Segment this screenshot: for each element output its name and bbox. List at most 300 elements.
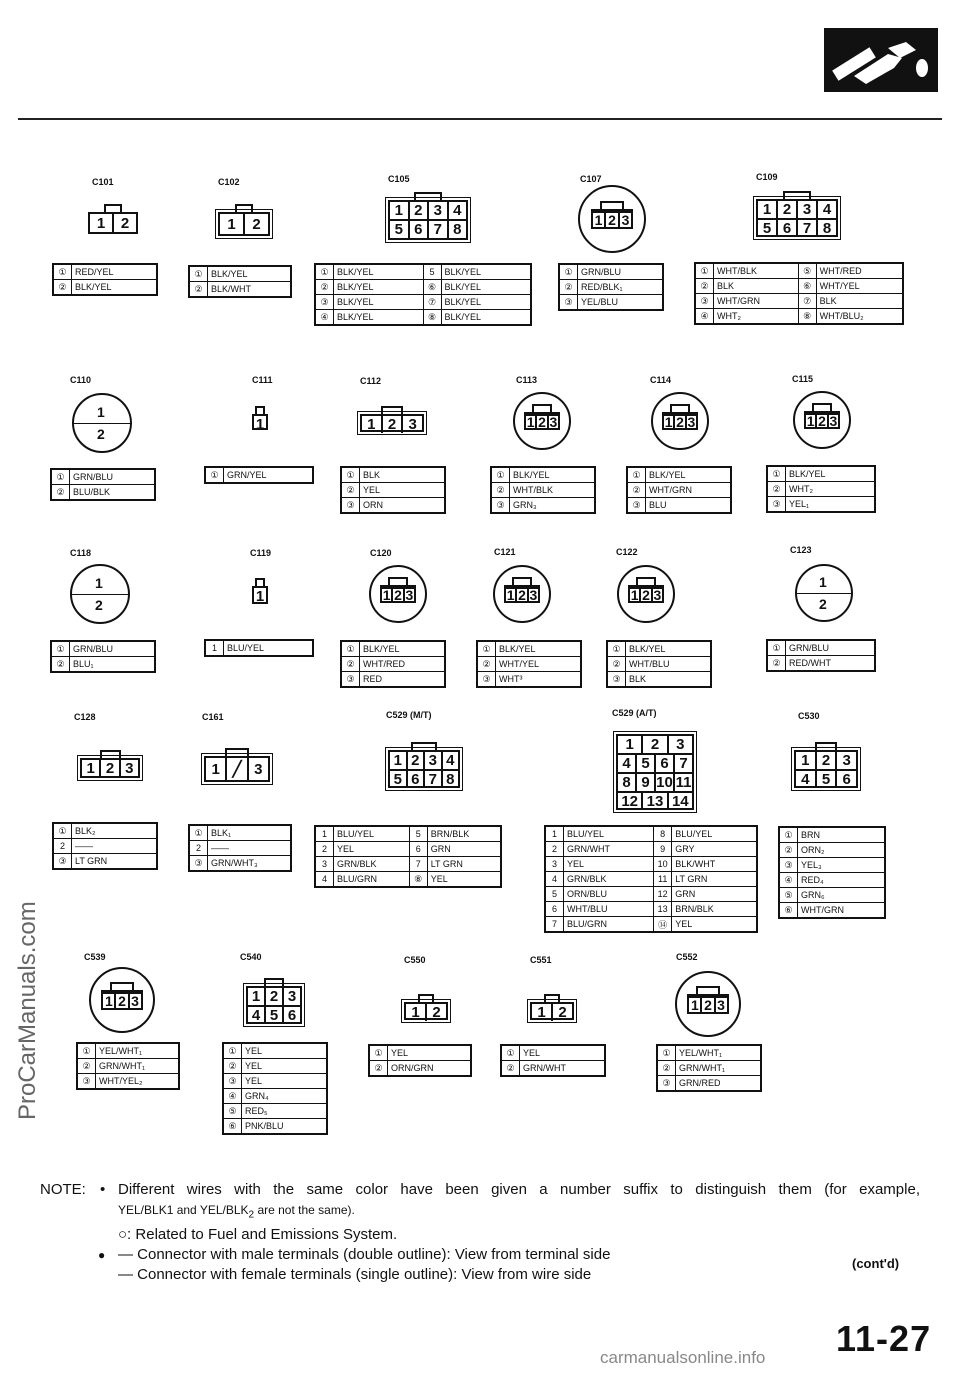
table-row [370, 1061, 471, 1076]
pin-number: ① [608, 642, 626, 657]
terminal: ╱ [225, 758, 246, 780]
connector-c110-wire-table [50, 468, 156, 501]
terminal: 6 [408, 219, 428, 238]
pin-number: ⑤ [798, 264, 816, 279]
terminal: 1 [255, 588, 265, 605]
pin-number: ③ [628, 498, 646, 513]
terminal: 7 [427, 219, 447, 238]
terminal: 3 [667, 736, 692, 753]
pin-number: 6 [546, 902, 564, 917]
pin-number: 5 [409, 827, 427, 842]
wire-color: GRN/BLK [564, 872, 654, 887]
wire-color: —— [72, 839, 157, 854]
wire-color: BLU/YEL [564, 827, 654, 842]
terminal: 2 [673, 414, 684, 427]
table-row [658, 1076, 761, 1091]
wire-color: BLU [646, 498, 731, 513]
terminal: 8 [447, 219, 467, 238]
terminal: 5 [758, 218, 776, 237]
wire-color: ORN [360, 498, 445, 513]
table-row [560, 280, 663, 295]
pin-number: 2 [316, 842, 334, 857]
terminal: 2 [551, 1004, 572, 1021]
terminal: 6 [776, 218, 796, 237]
pin-number: ② [768, 482, 786, 497]
table-row [316, 827, 501, 842]
connector-c112-wire-table [340, 466, 446, 514]
connector-c551-face [530, 1002, 574, 1020]
wire-color: BLK/YEL [334, 265, 424, 280]
pin-number: ③ [478, 672, 496, 687]
connector-c105-wire-table [314, 263, 532, 326]
pin-number: ① [316, 265, 334, 280]
wire-color: BLU/YEL [224, 641, 313, 656]
wire-color: BLK [714, 279, 799, 294]
terminal: 3 [128, 992, 141, 1008]
terminal: 1 [801, 752, 810, 769]
terminal: 2 [391, 587, 402, 600]
table-row [342, 657, 445, 672]
table-row [224, 1119, 327, 1134]
terminal: 1 [95, 574, 103, 591]
terminal: 3 [403, 587, 414, 600]
table-row [696, 264, 903, 279]
wire-color: YEL/WHT₁ [676, 1046, 761, 1061]
table-row [628, 498, 731, 513]
connector-c529-m-t-face [388, 750, 460, 788]
connector-c540-face [246, 986, 302, 1024]
pin-number: ① [696, 264, 714, 279]
wire-color: GRY [672, 842, 757, 857]
terminal: 4 [441, 752, 459, 769]
terminal: 1 [382, 587, 391, 603]
continued-label: (cont'd) [852, 1256, 900, 1271]
connector-c119-title: C119 [250, 548, 272, 558]
wire-color: BLK₁ [208, 826, 291, 841]
connector-c113-title: C113 [516, 375, 538, 385]
table-row [52, 470, 155, 485]
header-rule [18, 118, 942, 120]
table-row [780, 843, 885, 858]
pin-number: ③ [696, 294, 714, 309]
terminal: 3 [685, 414, 696, 427]
terminal: 5 [815, 769, 836, 788]
pin-number: ⑥ [224, 1119, 242, 1134]
terminal: 2 [112, 214, 136, 232]
connector-c111-title: C111 [252, 375, 273, 385]
terminal: 2 [97, 426, 105, 442]
table-row [780, 873, 885, 888]
pin-number: ① [78, 1044, 96, 1059]
terminal: 3 [282, 988, 300, 1005]
wire-color: —— [208, 841, 291, 856]
connector-c529-a-t-wire-table [544, 825, 758, 933]
wire-color: YEL [520, 1046, 605, 1061]
connector-c122-title: C122 [616, 547, 638, 557]
pin-number: ① [342, 468, 360, 483]
table-row [78, 1044, 179, 1059]
connector-c105-title: C105 [388, 174, 410, 184]
table-row [546, 827, 757, 842]
table-row [696, 294, 903, 309]
pin-number: ① [52, 470, 70, 485]
connector-c161-face [204, 756, 270, 782]
table-row [342, 498, 445, 513]
table-row [696, 309, 903, 324]
table-row [546, 917, 757, 932]
wire-color: WHT₂ [786, 482, 875, 497]
pin-number: ③ [608, 672, 626, 687]
wire-color: LT GRN [672, 872, 757, 887]
table-row [190, 267, 291, 282]
connector-c122-face [628, 585, 664, 602]
terminal: 6 [835, 769, 856, 788]
connector-c120-title: C120 [370, 548, 392, 558]
pin-number: ② [54, 280, 72, 295]
pin-number: 13 [654, 902, 672, 917]
terminal: 3 [427, 202, 447, 219]
wire-color: YEL/WHT₁ [96, 1044, 179, 1059]
table-row [224, 1089, 327, 1104]
pin-number: ② [190, 282, 208, 297]
terminal: 10 [654, 772, 673, 791]
wire-color: WHT/BLU [626, 657, 711, 672]
wire-color: BLK/YEL [360, 642, 445, 657]
wire-color: GRN/RED [676, 1076, 761, 1091]
terminal: 6 [282, 1005, 300, 1024]
pin-number: ③ [224, 1074, 242, 1089]
terminal: 1 [105, 993, 113, 1009]
pin-number: ③ [780, 858, 798, 873]
wire-color: YEL/BLU [578, 295, 663, 310]
wire-color: YEL [427, 872, 500, 887]
table-row [190, 826, 291, 841]
wire-color: GRN/WHT₃ [208, 856, 291, 871]
connector-c539-wire-table [76, 1042, 180, 1090]
pin-number: 1 [546, 827, 564, 842]
table-row [316, 295, 531, 310]
table-row [316, 857, 501, 872]
connector-c529-a-t-face [616, 734, 694, 810]
wire-color: RED₄ [798, 873, 885, 888]
table-row [316, 280, 531, 295]
note-block [40, 1180, 920, 1285]
pin-number: ⑤ [780, 888, 798, 903]
pin-number: ④ [780, 873, 798, 888]
pin-number: ① [224, 1044, 242, 1059]
wire-color: YEL₃ [798, 858, 885, 873]
table-row [608, 657, 711, 672]
table-row [224, 1104, 327, 1119]
connector-c118-divider [70, 594, 130, 595]
table-row [502, 1061, 605, 1076]
table-row [768, 641, 875, 656]
table-row [52, 657, 155, 672]
terminal: 2 [819, 595, 827, 612]
connector-c530-wire-table [778, 826, 886, 919]
connector-c101-wire-table [52, 263, 158, 296]
table-row [190, 856, 291, 871]
terminal: 2 [264, 988, 282, 1005]
wire-color: GRN/WHT [520, 1061, 605, 1076]
table-row [492, 468, 595, 483]
pin-number: 6 [409, 842, 427, 857]
wire-color: BLK/WHT [208, 282, 291, 297]
pin-number: ① [768, 641, 786, 656]
terminal: 1 [367, 416, 376, 433]
table-row [54, 854, 157, 869]
terminal: 2 [639, 587, 650, 600]
connector-c161-title: C161 [202, 712, 224, 722]
table-row [52, 485, 155, 500]
table-row [780, 858, 885, 873]
table-row [628, 468, 731, 483]
wire-color: BLK [626, 672, 711, 687]
pin-number: ② [768, 656, 786, 671]
wire-color: BLK/YEL [208, 267, 291, 282]
connector-c540-title: C540 [240, 952, 262, 962]
table-row [54, 839, 157, 854]
pin-number: ⑧ [423, 310, 441, 325]
table-row [768, 482, 875, 497]
watermark-side: ProCarManuals.com [14, 901, 41, 1120]
terminal: 8 [441, 769, 459, 788]
table-row [502, 1046, 605, 1061]
pin-number: ① [342, 642, 360, 657]
table-row [478, 657, 581, 672]
terminal: 2 [95, 597, 103, 613]
pin-number: 1 [316, 827, 334, 842]
terminal: 8 [816, 218, 836, 237]
connector-c111-wire-table [204, 466, 314, 484]
pin-number: ③ [78, 1074, 96, 1089]
terminal: 2 [815, 752, 836, 769]
wire-color: GRN₆ [798, 888, 885, 903]
wire-color: WHT₂ [714, 309, 799, 324]
pin-number: ③ [492, 498, 510, 513]
pin-number: ⑦ [798, 294, 816, 309]
connector-c530-face [794, 750, 858, 788]
terminal: 1 [806, 413, 815, 429]
table-row [768, 467, 875, 482]
pin-number: 5 [546, 887, 564, 902]
terminal: 1 [96, 214, 106, 232]
terminal: 2 [406, 752, 424, 769]
terminal: 2 [99, 760, 118, 777]
wire-color: BLK/YEL [441, 295, 531, 310]
pin-number: ② [628, 483, 646, 498]
table-row [478, 642, 581, 657]
pin-number: ② [78, 1059, 96, 1074]
terminal: 6 [654, 753, 673, 772]
terminal: 4 [618, 753, 635, 772]
note-line3: ○: Related to Fuel and Emissions System. [118, 1226, 398, 1244]
wire-color: RED/BLK₁ [578, 280, 663, 295]
table-row [190, 282, 291, 297]
wire-color: BLK/YEL [626, 642, 711, 657]
terminal: 1 [762, 201, 772, 218]
wire-color: BLK [360, 468, 445, 483]
pin-number: 2 [190, 841, 208, 856]
pin-number: ⑧ [409, 872, 427, 887]
pin-number: ⑭ [654, 917, 672, 932]
terminal: 2 [515, 587, 526, 600]
terminal: 1 [691, 997, 699, 1013]
table-row [54, 280, 157, 295]
connector-c123-divider [795, 593, 853, 594]
pin-number: ② [696, 279, 714, 294]
connector-c107-wire-table [558, 263, 664, 311]
terminal: 1 [393, 752, 402, 769]
terminal: 7 [796, 218, 816, 237]
table-row [628, 483, 731, 498]
wire-color: BLU/YEL [334, 827, 410, 842]
table-row [78, 1074, 179, 1089]
connector-c121-face [504, 585, 540, 602]
table-row [206, 641, 313, 656]
pin-number: ① [560, 265, 578, 280]
pin-number: ① [52, 642, 70, 657]
connector-c119-face [252, 586, 268, 604]
pin-number: ③ [54, 854, 72, 869]
connector-c120-face [380, 585, 416, 602]
pin-number: ⑦ [423, 295, 441, 310]
terminal: 3 [618, 211, 632, 227]
pin-number: 5 [423, 265, 441, 280]
pin-number: ③ [768, 497, 786, 512]
table-row [780, 903, 885, 918]
pin-number: ① [628, 468, 646, 483]
pin-number: 8 [654, 827, 672, 842]
connector-c110-divider [72, 423, 132, 424]
connector-c102-title: C102 [218, 177, 240, 187]
wire-color: WHT/YEL₂ [96, 1074, 179, 1089]
terminal: 3 [247, 758, 268, 780]
table-row [78, 1059, 179, 1074]
table-row [342, 642, 445, 657]
note-line1: Different wires with the same color have been given a number suffix to distinguish them (for example, [118, 1181, 920, 1198]
connector-c113-face [524, 412, 560, 429]
terminal: 5 [635, 753, 654, 772]
connector-c101-face [88, 212, 138, 234]
terminal: 1 [594, 212, 603, 228]
table-row [52, 642, 155, 657]
note-bullet: • [100, 1181, 106, 1198]
wire-color: BLU₁ [70, 657, 155, 672]
terminal: 3 [796, 201, 816, 218]
connector-c539-face [101, 990, 142, 1010]
wire-color: WHT/BLK [510, 483, 595, 498]
pin-number: ② [370, 1061, 388, 1076]
wire-color: BLK₂ [72, 824, 157, 839]
wire-color: BLK/YEL [496, 642, 581, 657]
terminal: 1 [251, 988, 261, 1005]
wire-color: BLK/YEL [646, 468, 731, 483]
pin-number: 10 [654, 857, 672, 872]
table-row [546, 902, 757, 917]
connector-c107-face [591, 209, 634, 229]
connector-c552-face [687, 994, 728, 1014]
pin-number: ② [502, 1061, 520, 1076]
terminal: 4 [447, 202, 467, 219]
wire-color: YEL [242, 1044, 327, 1059]
pin-number: ② [342, 483, 360, 498]
table-row [780, 888, 885, 903]
pin-number: ③ [560, 295, 578, 310]
connector-c101-title: C101 [92, 177, 114, 187]
wire-color: GRN [427, 842, 500, 857]
pin-number: ② [316, 280, 334, 295]
table-row [560, 265, 663, 280]
table-row [492, 498, 595, 513]
page-number: 11-27 [836, 1318, 932, 1359]
wire-color: GRN₄ [242, 1089, 327, 1104]
wire-color: BRN [798, 828, 885, 843]
wire-color: RED/YEL [72, 265, 157, 280]
terminal: 1 [630, 587, 639, 603]
terminal: 1 [211, 760, 220, 778]
pin-number: ① [54, 265, 72, 280]
pin-number: 7 [409, 857, 427, 872]
wire-color: WHT/BLK [714, 264, 799, 279]
wire-color: YEL [242, 1074, 327, 1089]
pin-number: ③ [342, 498, 360, 513]
wire-color: GRN/BLU [786, 641, 875, 656]
table-row [478, 672, 581, 687]
wire-color: BRN/BLK [672, 902, 757, 917]
wire-color: RED/WHT [786, 656, 875, 671]
terminal: 9 [635, 772, 654, 791]
pin-number: ④ [224, 1089, 242, 1104]
connector-c115-wire-table [766, 465, 876, 513]
terminal: 1 [227, 215, 236, 233]
wire-color: WHT/GRN [798, 903, 885, 918]
connector-c107-title: C107 [580, 174, 602, 184]
connector-c113-wire-table [490, 466, 596, 514]
connector-c550-face [404, 1002, 448, 1020]
connector-c119-wire-table [204, 639, 314, 657]
wire-color: WHT/RED [360, 657, 445, 672]
pin-number: ② [52, 657, 70, 672]
pin-number: ① [206, 468, 224, 483]
wire-color: WHT/BLU₂ [816, 309, 902, 324]
pin-number: ③ [658, 1076, 676, 1091]
pin-number: ② [492, 483, 510, 498]
pin-number: ① [768, 467, 786, 482]
terminal: 1 [86, 760, 95, 777]
wire-color: BLK/YEL [72, 280, 157, 295]
pin-number: 12 [654, 887, 672, 902]
terminal: 2 [815, 413, 826, 426]
connector-c111-face [252, 414, 268, 433]
terminal: 2 [776, 201, 796, 218]
table-row [54, 265, 157, 280]
connector-c114-title: C114 [650, 375, 672, 385]
terminal: 1 [506, 587, 515, 603]
connector-c529-a-t-title: C529 (A/T) [612, 708, 657, 718]
terminal: 12 [618, 791, 641, 810]
terminal: 2 [700, 996, 713, 1012]
connector-c123-title: C123 [790, 545, 812, 555]
pin-number: 3 [316, 857, 334, 872]
table-row [316, 872, 501, 887]
table-row [316, 842, 501, 857]
terminal: 7 [673, 753, 692, 772]
pin-number: 11 [654, 872, 672, 887]
terminal: 2 [535, 414, 546, 427]
terminal: 5 [264, 1005, 282, 1024]
note-label: NOTE: [40, 1181, 86, 1198]
